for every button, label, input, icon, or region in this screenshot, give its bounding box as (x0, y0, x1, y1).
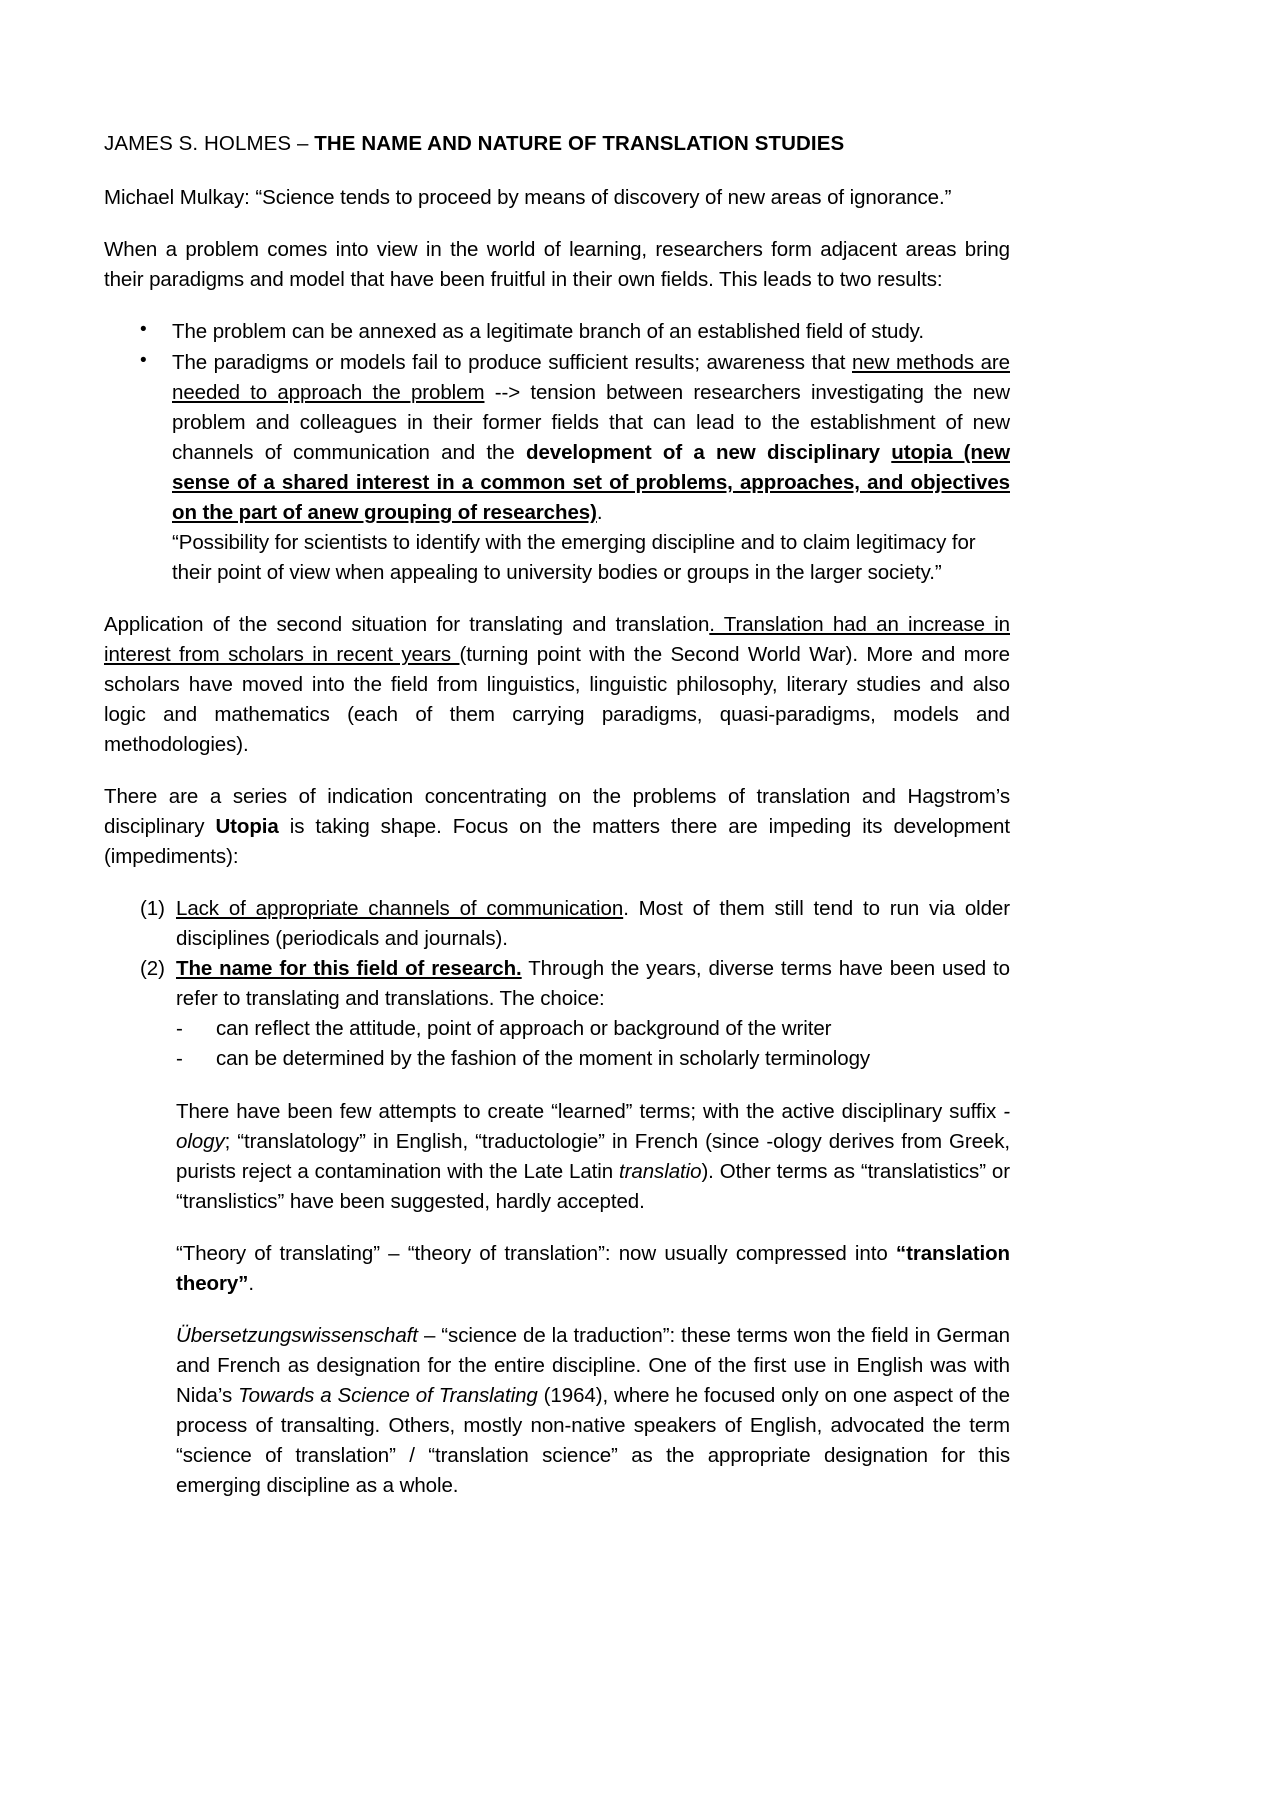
uebersetzung-run-4: (1964), where he focused only on one aspect of the process of transalting. Others, mostly non-native speakers of English, advocated the term “science of translation” / “translation science” as the appropriate designation for this emerging discipline as a whole. (176, 1383, 1011, 1497)
page-title-work: THE NAME AND NATURE OF TRANSLATION STUDIES (314, 132, 845, 155)
list-number: (1) (140, 897, 165, 921)
list-item (176, 1044, 1010, 1074)
uebersetzungswissenschaft-paragraph (104, 1321, 1010, 1501)
hagstrom-run-3: is taking shape. Focus on the matters there are impeding its development (impediments): (104, 815, 1010, 869)
numbered-run-2: . Most of them still tend to run via older disciplines (periodicals and journals). (176, 897, 1011, 951)
theory-run-1: “Theory of translating” – “theory of translation”: now usually compressed into (176, 1241, 896, 1265)
dash-icon: - (176, 1047, 183, 1071)
uebersetzung-run-2: – “science de la traduction”: these terms won the field in German and French as designation for the entire discipline. One of the first use in English was with Nida’s (176, 1323, 1010, 1407)
results-bullet-list (104, 317, 1010, 588)
document-body (104, 130, 1010, 1501)
bullet-icon: • (140, 349, 147, 371)
learned-run-1: There have been few attempts to create “learned” terms; with the active disciplinary suffix (176, 1099, 1004, 1123)
theory-run-3: . (248, 1271, 254, 1295)
uebersetzung-run-1-italic: Übersetzungswissenschaft (176, 1323, 418, 1347)
application-run-3: (turning point with the Second World War). More and more scholars have moved into the field from linguistics, linguistic philosophy, literary studies and also logic and mathematics (each of them carrying paradigms, quasi-paradigms, models and methodologies). (104, 643, 1010, 757)
page-title-author: JAMES S. HOLMES – (104, 132, 315, 155)
bullet-text-run-4-bold: development of a new disciplinary (526, 440, 892, 464)
numbered-run-1-underlined: Lack of appropriate channels of communication (176, 897, 624, 921)
bullet-text-run-6: . (596, 500, 603, 524)
learned-run-2-italic: -ology (176, 1099, 1010, 1153)
dash-text: can reflect the attitude, point of approach or background of the writer (216, 1017, 832, 1041)
hagstrom-run-2-bold: Utopia (215, 815, 279, 839)
learned-run-4-italic: translatio (619, 1159, 702, 1183)
numbered-run-1-bold-underlined: The name for this field of research. (176, 957, 522, 981)
theory-of-translating-paragraph (104, 1239, 1010, 1299)
dash-text: can be determined by the fashion of the moment in scholarly terminology (216, 1047, 871, 1071)
bullet-icon: • (140, 318, 147, 340)
list-item (104, 348, 1010, 588)
theory-run-2-bold: “translation theory” (176, 1241, 1010, 1295)
application-run-2-underlined: . Translation had an increase in interest from scholars in recent years (104, 613, 1010, 667)
list-number: (2) (140, 957, 165, 981)
learned-terms-paragraph (104, 1097, 1010, 1217)
hagstrom-run-1: There are a series of indication concentrating on the problems of translation and Hagstrom’s disciplinary (104, 785, 1010, 839)
choice-dash-list (176, 1014, 1010, 1074)
application-paragraph (104, 610, 1010, 760)
dash-icon: - (176, 1017, 183, 1041)
impediments-numbered-list (104, 894, 1010, 1074)
mulkay-quote-paragraph: Michael Mulkay: “Science tends to proceed by means of discovery of new areas of ignorance.” (104, 185, 952, 209)
list-item (104, 894, 1010, 954)
bullet-text-run-2-underlined: new methods are needed to approach the problem (172, 350, 1010, 404)
learned-run-3: ; “translatology” in English, “traductologie” in French (since -ology derives from Greek, purists reject a contamination with the Late Latin (176, 1129, 1010, 1183)
list-item (104, 954, 1010, 1074)
numbered-run-2: Through the years, diverse terms have been used to refer to translating and translations. The choice: (176, 957, 1010, 1011)
bullet-text: The problem can be annexed as a legitimate branch of an established field of study. (172, 319, 924, 343)
list-item (176, 1014, 1010, 1044)
intro-paragraph: When a problem comes into view in the world of learning, researchers form adjacent areas bring their paradigms and model that have been fruitful in their own fields. This leads to two results: (104, 237, 1010, 291)
application-run-1: Application of the second situation for translating and translation (104, 613, 710, 637)
bullet-text-run-1: The paradigms or models fail to produce sufficient results; awareness that (172, 350, 852, 374)
bullet-inner-quote: “Possibility for scientists to identify with the emerging discipline and to claim legitimacy for their point of view when appealing to university bodies or groups in the larger society.” (172, 531, 976, 585)
page-title (104, 130, 1010, 159)
bullet-text-run-5-bold-underlined: utopia (new sense of a shared interest in a common set of problems, approaches, and objectives on the part of anew grouping of researches) (172, 440, 1010, 524)
uebersetzung-run-3-italic: Towards a Science of Translating (238, 1383, 538, 1407)
learned-run-5: ). Other terms as “translatistics” or “translistics” have been suggested, hardly accepted. (176, 1159, 1010, 1213)
list-item (104, 317, 1010, 347)
bullet-text-run-3: --> tension between researchers investigating the new problem and colleagues in their former fields that can lead to the establishment of new channels of communication and the (172, 380, 1010, 464)
hagstrom-paragraph (104, 782, 1010, 872)
